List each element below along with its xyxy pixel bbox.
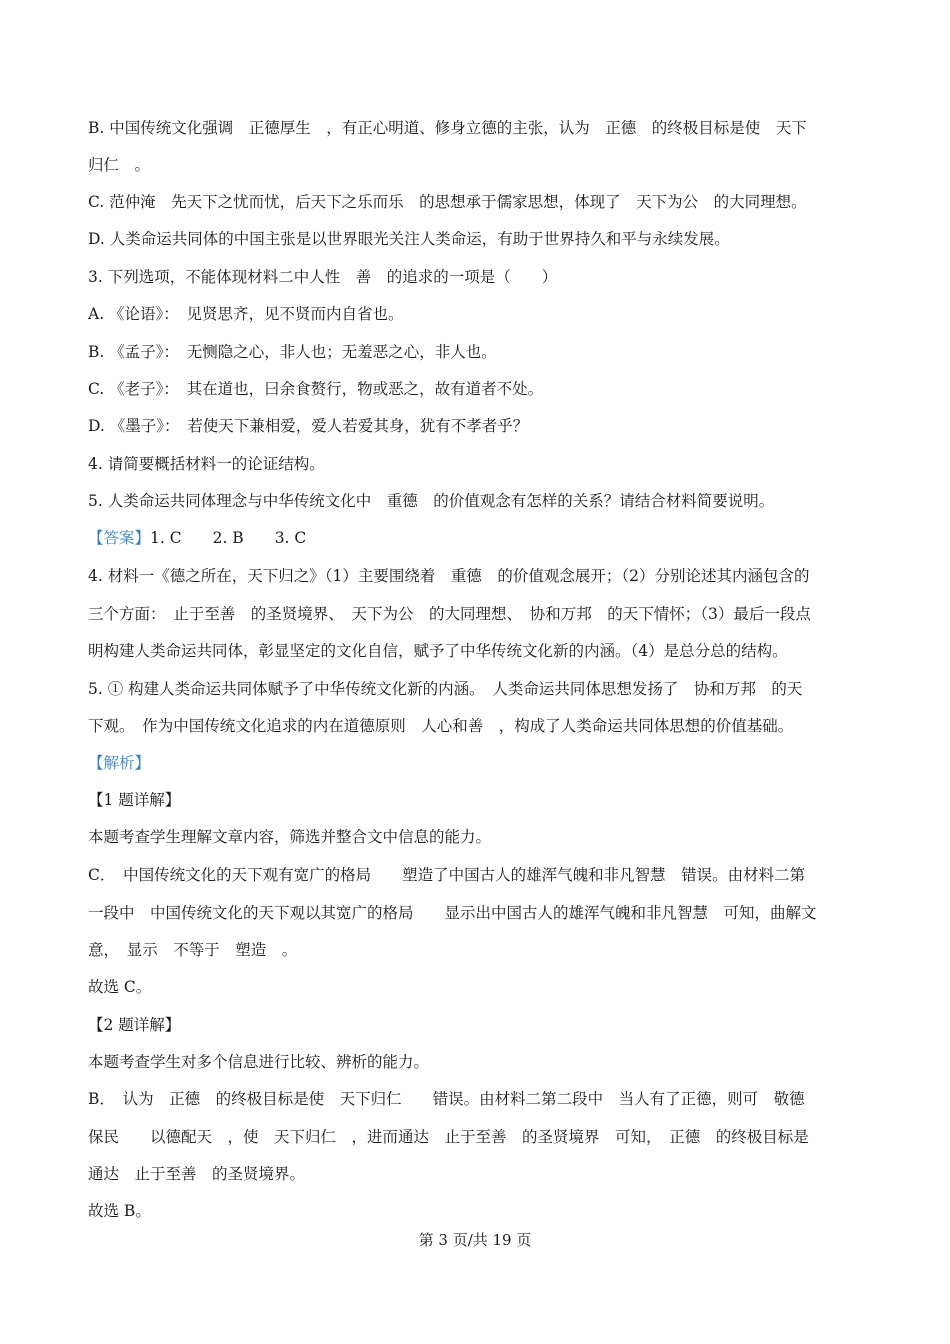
line-24: 【2 题详解】 <box>88 1016 181 1034</box>
line-19: 本题考查学生理解文章内容，筛选并整合文中信息的能力。 <box>88 828 492 846</box>
line-15: 5. ① 构建人类命运共同体赋予了中华传统文化新的内涵。 人类命运共同体思想发扬了 协和万邦 的天 <box>88 680 803 698</box>
analysis-label: 【解析】 <box>88 754 151 772</box>
line-14: 明构建人类命运共同体，彰显坚定的文化自信，赋予了中华传统文化新的内涵。（4）是总分总的结构。 <box>88 642 788 660</box>
line-25: 本题考查学生对多个信息进行比较、辨析的能力。 <box>88 1053 430 1071</box>
line-20: C． 中国传统文化的天下观有宽广的格局 塑造了中国古人的雄浑气魄和非凡智慧 错误。由材料二第 <box>88 866 806 884</box>
line-5: A. 《论语》： 见贤思齐，见不贤而内自省也。 <box>88 305 404 323</box>
line-29: 故选 B。 <box>88 1202 151 1220</box>
line-23: 故选 C。 <box>88 978 152 996</box>
line-2: C. 范仲淹 先天下之忧而忧，后天下之乐而乐 的思想承于儒家思想，体现了 天下为公 的大同理想。 <box>88 193 807 211</box>
line-27: 保民 以德配天 ，使 天下归仁 ，进而通达 止于至善 的圣贤境界 可知， 正德 的终极目标是 <box>88 1128 809 1146</box>
line-7: C. 《老子》： 其在道也，曰余食赘行，物或恶之，故有道者不处。 <box>88 380 544 398</box>
answer-text: 1. C 2. B 3. C <box>150 529 307 547</box>
line-13: 三个方面： 止于至善 的圣贤境界、 天下为公 的大同理想、 协和万邦 的天下情怀；（3）最后一段点 <box>88 605 811 623</box>
page-footer: 第 3 页/共 19 页 <box>418 1231 532 1249</box>
line-18: 【1 题详解】 <box>88 791 181 809</box>
line-26: B． 认为 正德 的终极目标是使 天下归仁 错误。由材料二第二段中 当人有了正德，则可 敬德 <box>88 1090 805 1108</box>
answer-label: 【答案】 <box>88 529 151 547</box>
line-16: 下观。 作为中国传统文化追求的内在道德原则 人心和善 ，构成了人类命运共同体思想的价值基础。 <box>88 717 794 735</box>
line-28: 通达 止于至善 的圣贤境界。 <box>88 1165 306 1183</box>
answer-line <box>88 528 868 548</box>
line-4: 3. 下列选项，不能体现材料二中人性 善 的追求的一项是（ ） <box>88 268 558 286</box>
line-12: 4. 材料一《德之所在，天下归之》（1）主要围绕着 重德 的价值观念展开；（2）分别论述其内涵包含的 <box>88 567 810 585</box>
line-6: B. 《孟子》： 无恻隐之心，非人也；无羞恶之心，非人也。 <box>88 343 497 361</box>
line-22: 意， 显示 不等于 塑造 。 <box>88 941 298 959</box>
line-21: 一段中 中国传统文化的天下观以其宽广的格局 显示出中国古人的雄浑气魄和非凡智慧 可知，曲解文 <box>88 904 817 922</box>
line-1: 归仁 。 <box>88 156 151 174</box>
line-0: B. 中国传统文化强调 正德厚生 ，有正心明道、修身立德的主张，认为 正德 的终极目标是使 天下 <box>88 119 807 137</box>
line-9: 4. 请简要概括材料一的论证结构。 <box>88 455 325 473</box>
line-10: 5. 人类命运共同体理念与中华传统文化中 重德 的价值观念有怎样的关系？请结合材料简要说明。 <box>88 492 775 510</box>
line-3: D. 人类命运共同体的中国主张是以世界眼光关注人类命运，有助于世界持久和平与永续发展。 <box>88 230 730 248</box>
line-8: D. 《墨子》： 若使天下兼相爱，爱人若爱其身，犹有不孝者乎？ <box>88 417 529 435</box>
